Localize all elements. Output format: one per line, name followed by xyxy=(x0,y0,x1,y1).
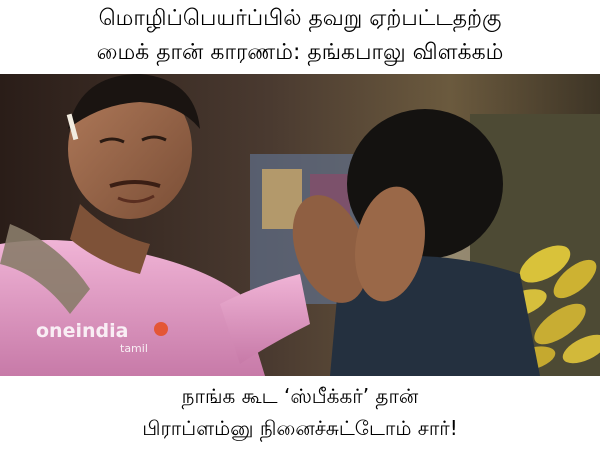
oneindia-watermark xyxy=(36,320,148,355)
top-caption xyxy=(0,0,600,74)
watermark-brand: oneindia xyxy=(36,320,129,342)
movie-still-photo xyxy=(0,74,600,376)
top-caption-line-2: மைக் தான் காரணம்: தங்கபாலு விளக்கம் xyxy=(96,40,504,65)
bottom-caption xyxy=(0,376,600,450)
bottom-caption-line-1: நாங்க கூட ‘ஸ்பீக்கர்’ தான் xyxy=(181,384,419,408)
bottom-caption-line-2: பிராப்ளம்னு நினைச்சுட்டோம் சார்! xyxy=(142,416,458,440)
watermark-logo-icon xyxy=(154,322,168,336)
top-caption-line-1: மொழிப்பெயர்ப்பில் தவறு ஏற்பட்டதற்கு xyxy=(98,6,502,31)
watermark-sub: tamil xyxy=(120,342,148,355)
